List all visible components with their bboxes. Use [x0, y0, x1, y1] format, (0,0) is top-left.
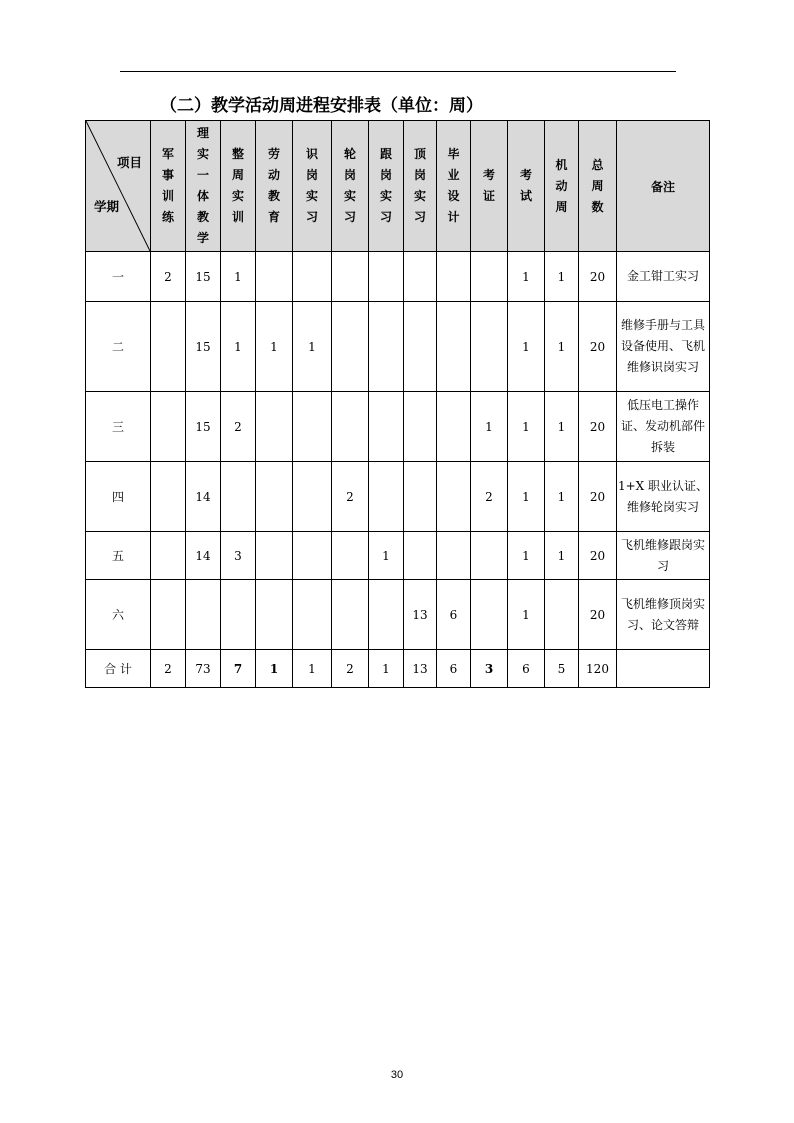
table-cell: [293, 252, 332, 302]
col-header: 劳动教育: [256, 121, 293, 252]
corner-item-label: 项目: [116, 155, 142, 170]
total-cell: 13: [404, 650, 437, 688]
remarks-cell: 低压电工操作证、发动机部件拆装: [617, 392, 710, 462]
table-cell: 3: [221, 532, 256, 580]
col-header: 毕业设计: [437, 121, 471, 252]
table-cell: 20: [579, 462, 617, 532]
table-cell: 6: [437, 580, 471, 650]
remarks-cell: 1+X 职业认证、维修轮岗实习: [617, 462, 710, 532]
table-cell: 2: [471, 462, 508, 532]
table-cell: [186, 580, 221, 650]
col-header: 考试: [508, 121, 545, 252]
table-cell: [256, 580, 293, 650]
semester-cell: 二: [86, 302, 151, 392]
table-cell: [545, 580, 579, 650]
table-cell: [369, 392, 404, 462]
total-cell: 1: [256, 650, 293, 688]
total-cell: 2: [151, 650, 186, 688]
table-cell: [151, 392, 186, 462]
table-cell: [437, 302, 471, 392]
table-cell: 1: [256, 302, 293, 392]
table-cell: [437, 532, 471, 580]
table-cell: [256, 392, 293, 462]
table-cell: [256, 252, 293, 302]
table-cell: [293, 532, 332, 580]
col-header: 总周数: [579, 121, 617, 252]
total-cell: 6: [508, 650, 545, 688]
total-cell: 120: [579, 650, 617, 688]
total-cell: 1: [369, 650, 404, 688]
remarks-cell: 金工钳工实习: [617, 252, 710, 302]
col-header: 顶岗实习: [404, 121, 437, 252]
table-cell: [404, 392, 437, 462]
table-cell: [293, 462, 332, 532]
page-number: 30: [390, 1069, 404, 1081]
table-cell: [151, 462, 186, 532]
col-header: 军事训练: [151, 121, 186, 252]
col-header: 识岗实习: [293, 121, 332, 252]
total-cell: 7: [221, 650, 256, 688]
header-row: [86, 121, 710, 252]
table-cell: [437, 252, 471, 302]
table-cell: [404, 252, 437, 302]
total-cell: 2: [332, 650, 369, 688]
remarks-cell: 飞机维修跟岗实习: [617, 532, 710, 580]
table-cell: [332, 302, 369, 392]
col-header-remarks: 备注: [617, 121, 710, 252]
header-rule: [120, 71, 676, 72]
table-cell: 1: [221, 252, 256, 302]
table-cell: 13: [404, 580, 437, 650]
table-cell: 1: [545, 302, 579, 392]
col-header: 考证: [471, 121, 508, 252]
table-cell: [437, 392, 471, 462]
table-cell: [404, 462, 437, 532]
table-cell: [471, 532, 508, 580]
total-cell: 73: [186, 650, 221, 688]
col-header: 跟岗实习: [369, 121, 404, 252]
table-cell: 2: [332, 462, 369, 532]
remarks-cell: 飞机维修顶岗实习、论文答辩: [617, 580, 710, 650]
semester-cell: 四: [86, 462, 151, 532]
total-cell: 5: [545, 650, 579, 688]
schedule-table: [85, 120, 710, 688]
table-cell: 1: [293, 302, 332, 392]
table-row: [86, 580, 710, 650]
table-cell: [404, 302, 437, 392]
table-cell: [151, 302, 186, 392]
table-cell: 20: [579, 302, 617, 392]
table-cell: 1: [369, 532, 404, 580]
table-cell: [471, 302, 508, 392]
table-row: [86, 392, 710, 462]
table-cell: 1: [508, 462, 545, 532]
table-cell: [221, 580, 256, 650]
table-cell: 20: [579, 580, 617, 650]
table-cell: 1: [545, 392, 579, 462]
table-row: [86, 462, 710, 532]
semester-cell: 三: [86, 392, 151, 462]
table-cell: [332, 392, 369, 462]
table-cell: [221, 462, 256, 532]
table-cell: 2: [221, 392, 256, 462]
total-cell: 6: [437, 650, 471, 688]
table-cell: [293, 580, 332, 650]
total-remarks-cell: [617, 650, 710, 688]
col-header: 理实一体教学: [186, 121, 221, 252]
table-cell: [471, 580, 508, 650]
page-title: （二）教学活动周进程安排表（单位：周）: [160, 96, 483, 116]
total-label: 合 计: [86, 650, 151, 688]
table-cell: 2: [151, 252, 186, 302]
table-cell: [471, 252, 508, 302]
table-cell: 14: [186, 532, 221, 580]
table-cell: 15: [186, 252, 221, 302]
table-cell: 1: [545, 462, 579, 532]
table-cell: 15: [186, 302, 221, 392]
table-row: [86, 302, 710, 392]
col-header: 整周实训: [221, 121, 256, 252]
table-cell: 1: [508, 392, 545, 462]
table-cell: 1: [545, 252, 579, 302]
table-cell: [404, 532, 437, 580]
table-cell: [437, 462, 471, 532]
semester-cell: 一: [86, 252, 151, 302]
table-cell: 15: [186, 392, 221, 462]
table-cell: [369, 462, 404, 532]
total-cell: 3: [471, 650, 508, 688]
table-cell: [151, 532, 186, 580]
table-cell: [332, 532, 369, 580]
table-cell: 1: [471, 392, 508, 462]
table-cell: [151, 580, 186, 650]
table-cell: 1: [221, 302, 256, 392]
semester-cell: 六: [86, 580, 151, 650]
table-cell: 1: [508, 580, 545, 650]
table-cell: [369, 302, 404, 392]
table-cell: [369, 252, 404, 302]
table-cell: [293, 392, 332, 462]
col-header: 机动周: [545, 121, 579, 252]
corner-header: [86, 121, 151, 252]
table-cell: [256, 462, 293, 532]
remarks-cell: 维修手册与工具设备使用、飞机维修识岗实习: [617, 302, 710, 392]
corner-diagonal: [86, 121, 150, 251]
table-row: [86, 252, 710, 302]
table-cell: 1: [508, 532, 545, 580]
total-cell: 1: [293, 650, 332, 688]
col-header: 轮岗实习: [332, 121, 369, 252]
table-cell: 1: [508, 252, 545, 302]
table-cell: 20: [579, 252, 617, 302]
table-cell: [332, 580, 369, 650]
table-cell: 1: [508, 302, 545, 392]
table-cell: [332, 252, 369, 302]
corner-semester-label: 学期: [94, 199, 120, 214]
semester-cell: 五: [86, 532, 151, 580]
table-cell: 14: [186, 462, 221, 532]
table-cell: [256, 532, 293, 580]
table-cell: 1: [545, 532, 579, 580]
total-row: [86, 650, 710, 688]
table-cell: 20: [579, 392, 617, 462]
table-cell: 20: [579, 532, 617, 580]
table-cell: [369, 580, 404, 650]
table-row: [86, 532, 710, 580]
